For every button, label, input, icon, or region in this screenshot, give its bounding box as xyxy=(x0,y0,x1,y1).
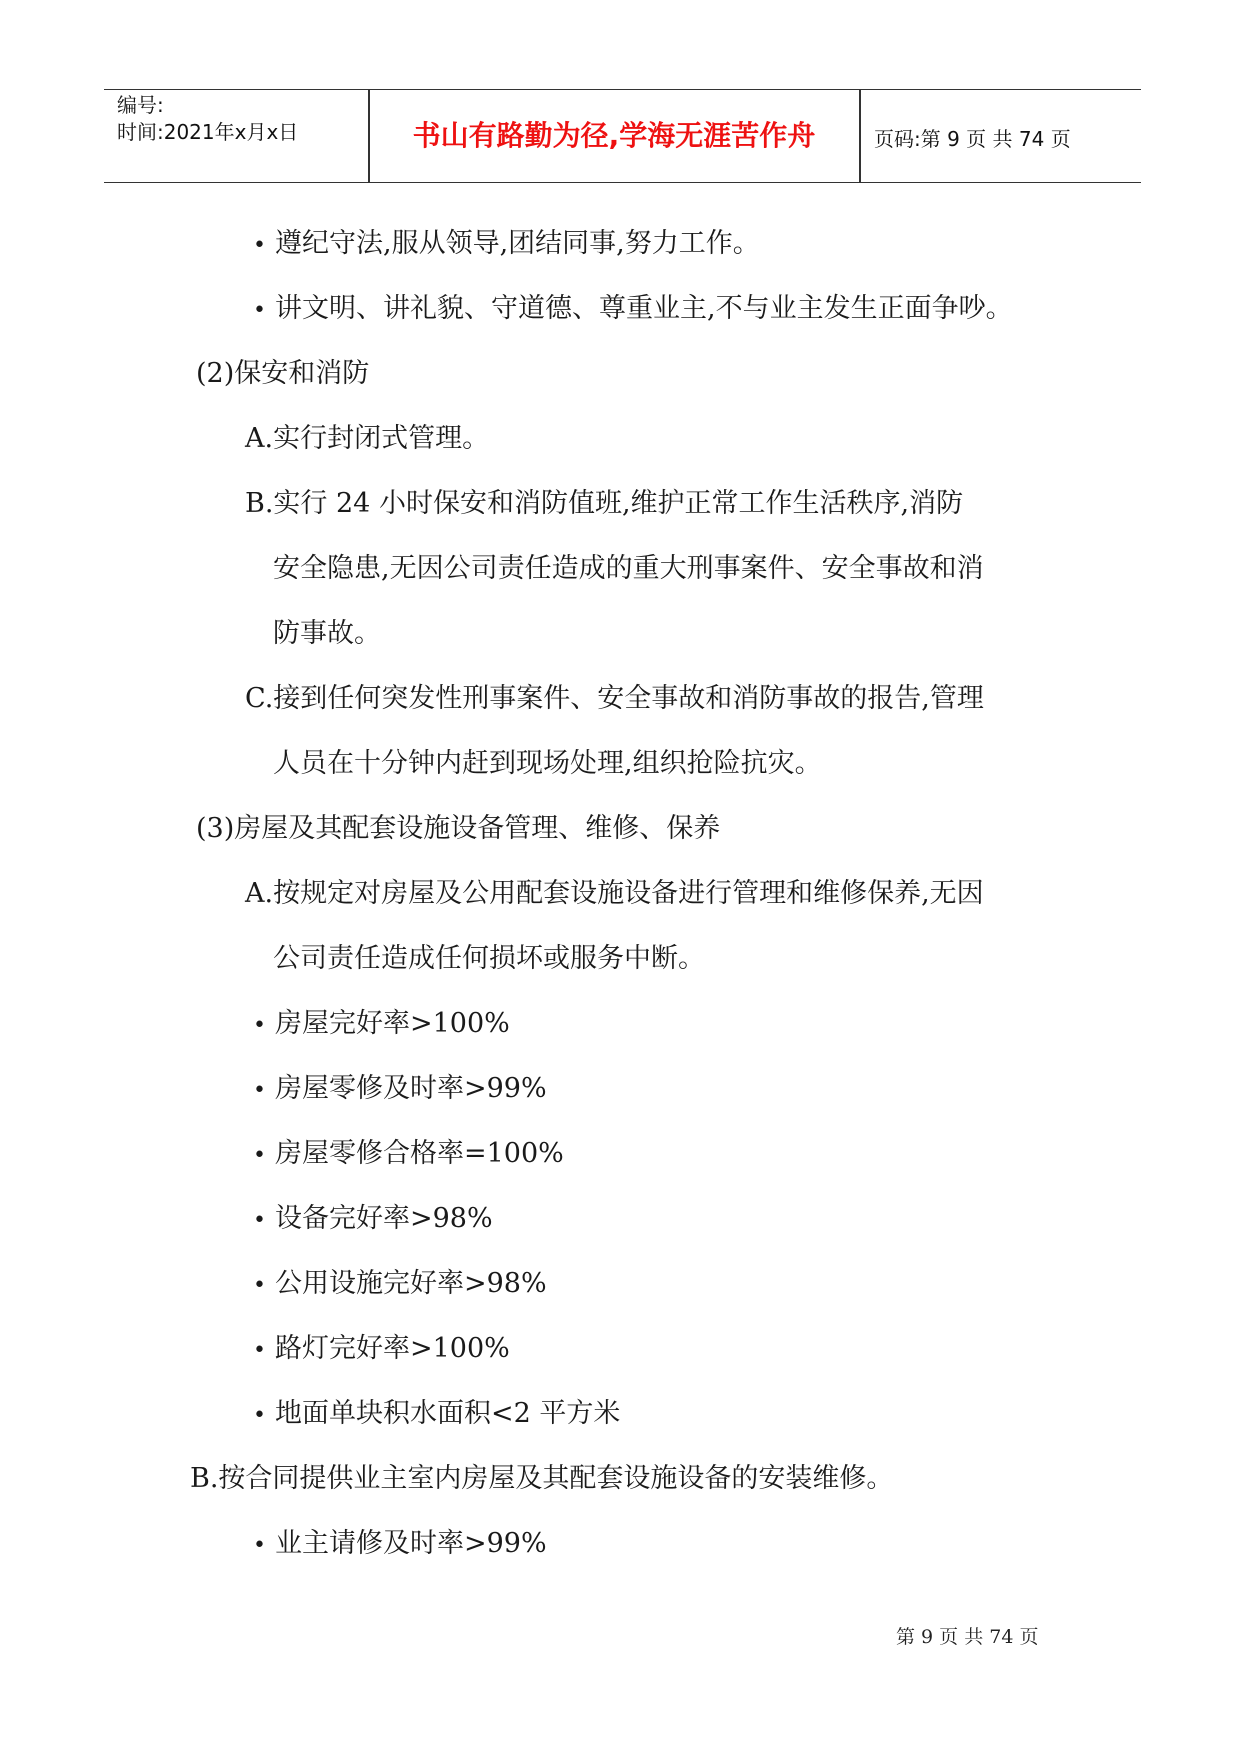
bullet-icon: • xyxy=(253,233,266,258)
line-text: 房屋零修合格率=100% xyxy=(275,1138,564,1169)
line-text: 公用设施完好率>98% xyxy=(275,1268,547,1299)
page-footer: 第 9 页 共 74 页 xyxy=(896,1626,1039,1648)
time-label: 时间:2021年x月x日 xyxy=(117,120,299,144)
section-heading: (3)房屋及其配套设施设备管理、维修、保养 xyxy=(196,813,721,844)
bullet-icon: • xyxy=(253,298,266,323)
body-line: A.按规定对房屋及公用配套设施设备进行管理和维修保养,无因 xyxy=(245,878,984,909)
body-line xyxy=(253,1526,547,1564)
bullet-icon: • xyxy=(253,1338,266,1363)
bullet-icon: • xyxy=(253,1273,266,1298)
body-line xyxy=(253,1396,620,1434)
bullet-icon: • xyxy=(253,1533,266,1558)
page-header xyxy=(104,89,1141,183)
body-line: 防事故。 xyxy=(273,618,381,649)
serial-label: 编号: xyxy=(117,93,164,117)
body-line: 人员在十分钟内赶到现场处理,组织抢险抗灾。 xyxy=(273,748,822,779)
body-line xyxy=(253,1136,564,1174)
body-line xyxy=(253,1266,547,1304)
bullet-icon: • xyxy=(253,1208,266,1233)
line-text: 房屋完好率>100% xyxy=(275,1008,510,1039)
line-text: 路灯完好率>100% xyxy=(275,1333,510,1364)
line-text: 业主请修及时率>99% xyxy=(275,1528,547,1559)
body-line xyxy=(253,1071,547,1109)
bullet-icon: • xyxy=(253,1013,266,1038)
body-line: B.按合同提供业主室内房屋及其配套设施设备的安装维修。 xyxy=(190,1463,894,1494)
body-line: A.实行封闭式管理。 xyxy=(245,423,490,454)
bullet-icon: • xyxy=(253,1143,266,1168)
header-divider xyxy=(859,90,861,182)
body-line xyxy=(253,1331,510,1369)
body-line xyxy=(253,291,1013,329)
section-heading: (2)保安和消防 xyxy=(196,358,370,389)
line-text: 设备完好率>98% xyxy=(275,1203,493,1234)
line-text: 房屋零修及时率>99% xyxy=(275,1073,547,1104)
body-line xyxy=(253,1006,510,1044)
line-text: 讲文明、讲礼貌、守道德、尊重业主,不与业主发生正面争吵。 xyxy=(275,293,1013,324)
header-page-number: 页码:第 9 页 共 74 页 xyxy=(874,127,1071,151)
body-line xyxy=(253,226,760,264)
line-text: 地面单块积水面积<2 平方米 xyxy=(275,1398,621,1429)
header-motto: 书山有路勤为径,学海无涯苦作舟 xyxy=(412,119,816,152)
line-text: 遵纪守法,服从领导,团结同事,努力工作。 xyxy=(275,228,760,259)
body-line xyxy=(253,1201,493,1239)
bullet-icon: • xyxy=(253,1403,266,1428)
body-line: C.接到任何突发性刑事案件、安全事故和消防事故的报告,管理 xyxy=(245,683,984,714)
header-meta xyxy=(117,92,298,146)
body-line: 公司责任造成任何损坏或服务中断。 xyxy=(273,943,705,974)
body-line: B.实行 24 小时保安和消防值班,维护正常工作生活秩序,消防 xyxy=(245,488,964,519)
bullet-icon: • xyxy=(253,1078,266,1103)
body-line: 安全隐患,无因公司责任造成的重大刑事案件、安全事故和消 xyxy=(273,553,984,584)
